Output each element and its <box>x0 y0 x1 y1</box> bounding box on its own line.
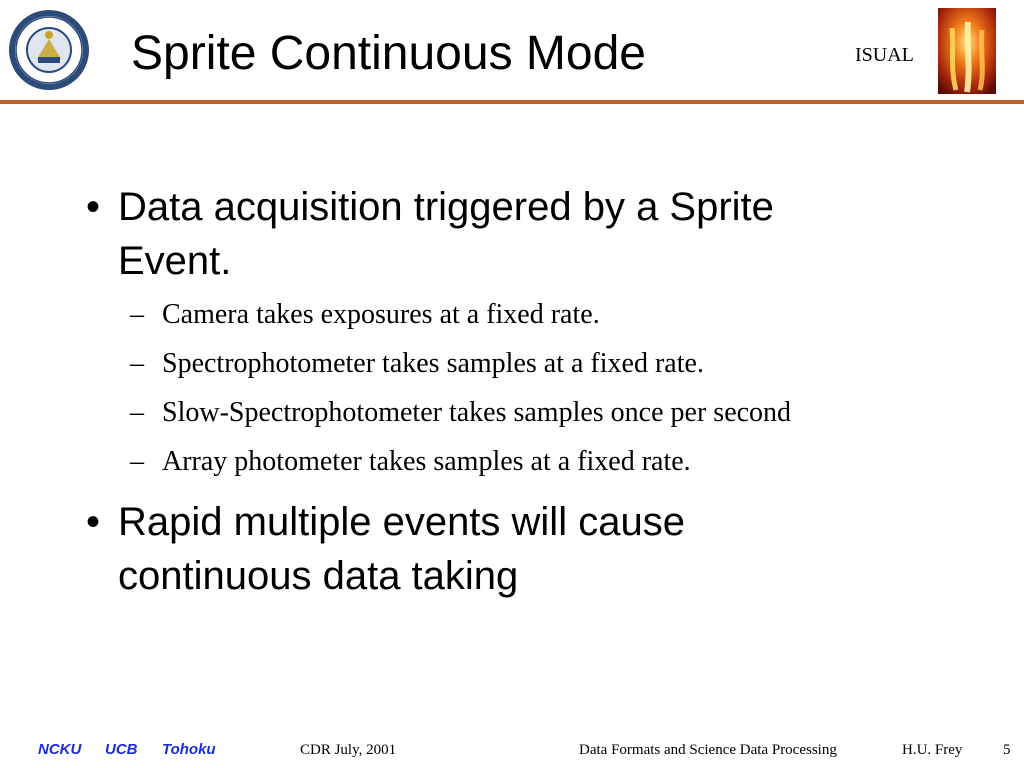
footer-author: H.U. Frey <box>902 742 963 758</box>
dash-glyph: – <box>130 348 144 379</box>
bullet-dot: • <box>86 500 101 544</box>
subitem-1 <box>130 298 990 332</box>
header-rule <box>0 100 1024 104</box>
bullet-2 <box>86 495 886 603</box>
dash-glyph: – <box>130 397 144 428</box>
bullet-text: Data acquisition triggered by a Sprite Event. <box>118 185 774 283</box>
university-seal-icon <box>8 9 90 91</box>
slide-footer <box>0 738 1024 762</box>
slide-header <box>0 0 1024 106</box>
org-tohoku: Tohoku <box>162 741 216 758</box>
subitem-4 <box>130 445 990 479</box>
bullet-1 <box>86 180 886 288</box>
bullet-dot: • <box>86 185 101 229</box>
sprite-photo <box>938 8 996 94</box>
org-ucb: UCB <box>105 741 138 758</box>
dash-glyph: – <box>130 446 144 477</box>
page-number: 5 <box>1003 742 1011 758</box>
org-ncku: NCKU <box>38 741 82 758</box>
footer-event: CDR July, 2001 <box>300 742 397 758</box>
subitem-3 <box>130 396 990 430</box>
project-tag: ISUAL <box>855 44 914 66</box>
footer-topic: Data Formats and Science Data Processing <box>579 742 837 758</box>
subitem-text: Array photometer takes samples at a fixed rate. <box>162 446 691 477</box>
subitem-text: Spectrophotometer takes samples at a fixed rate. <box>162 348 704 379</box>
subitem-2 <box>130 347 990 381</box>
subitem-text: Camera takes exposures at a fixed rate. <box>162 299 600 330</box>
dash-glyph: – <box>130 299 144 330</box>
slide-title: Sprite Continuous Mode <box>131 27 646 80</box>
bullet-text: Rapid multiple events will cause continuous data taking <box>118 500 685 598</box>
subitem-text: Slow-Spectrophotometer takes samples once per second <box>162 397 792 428</box>
